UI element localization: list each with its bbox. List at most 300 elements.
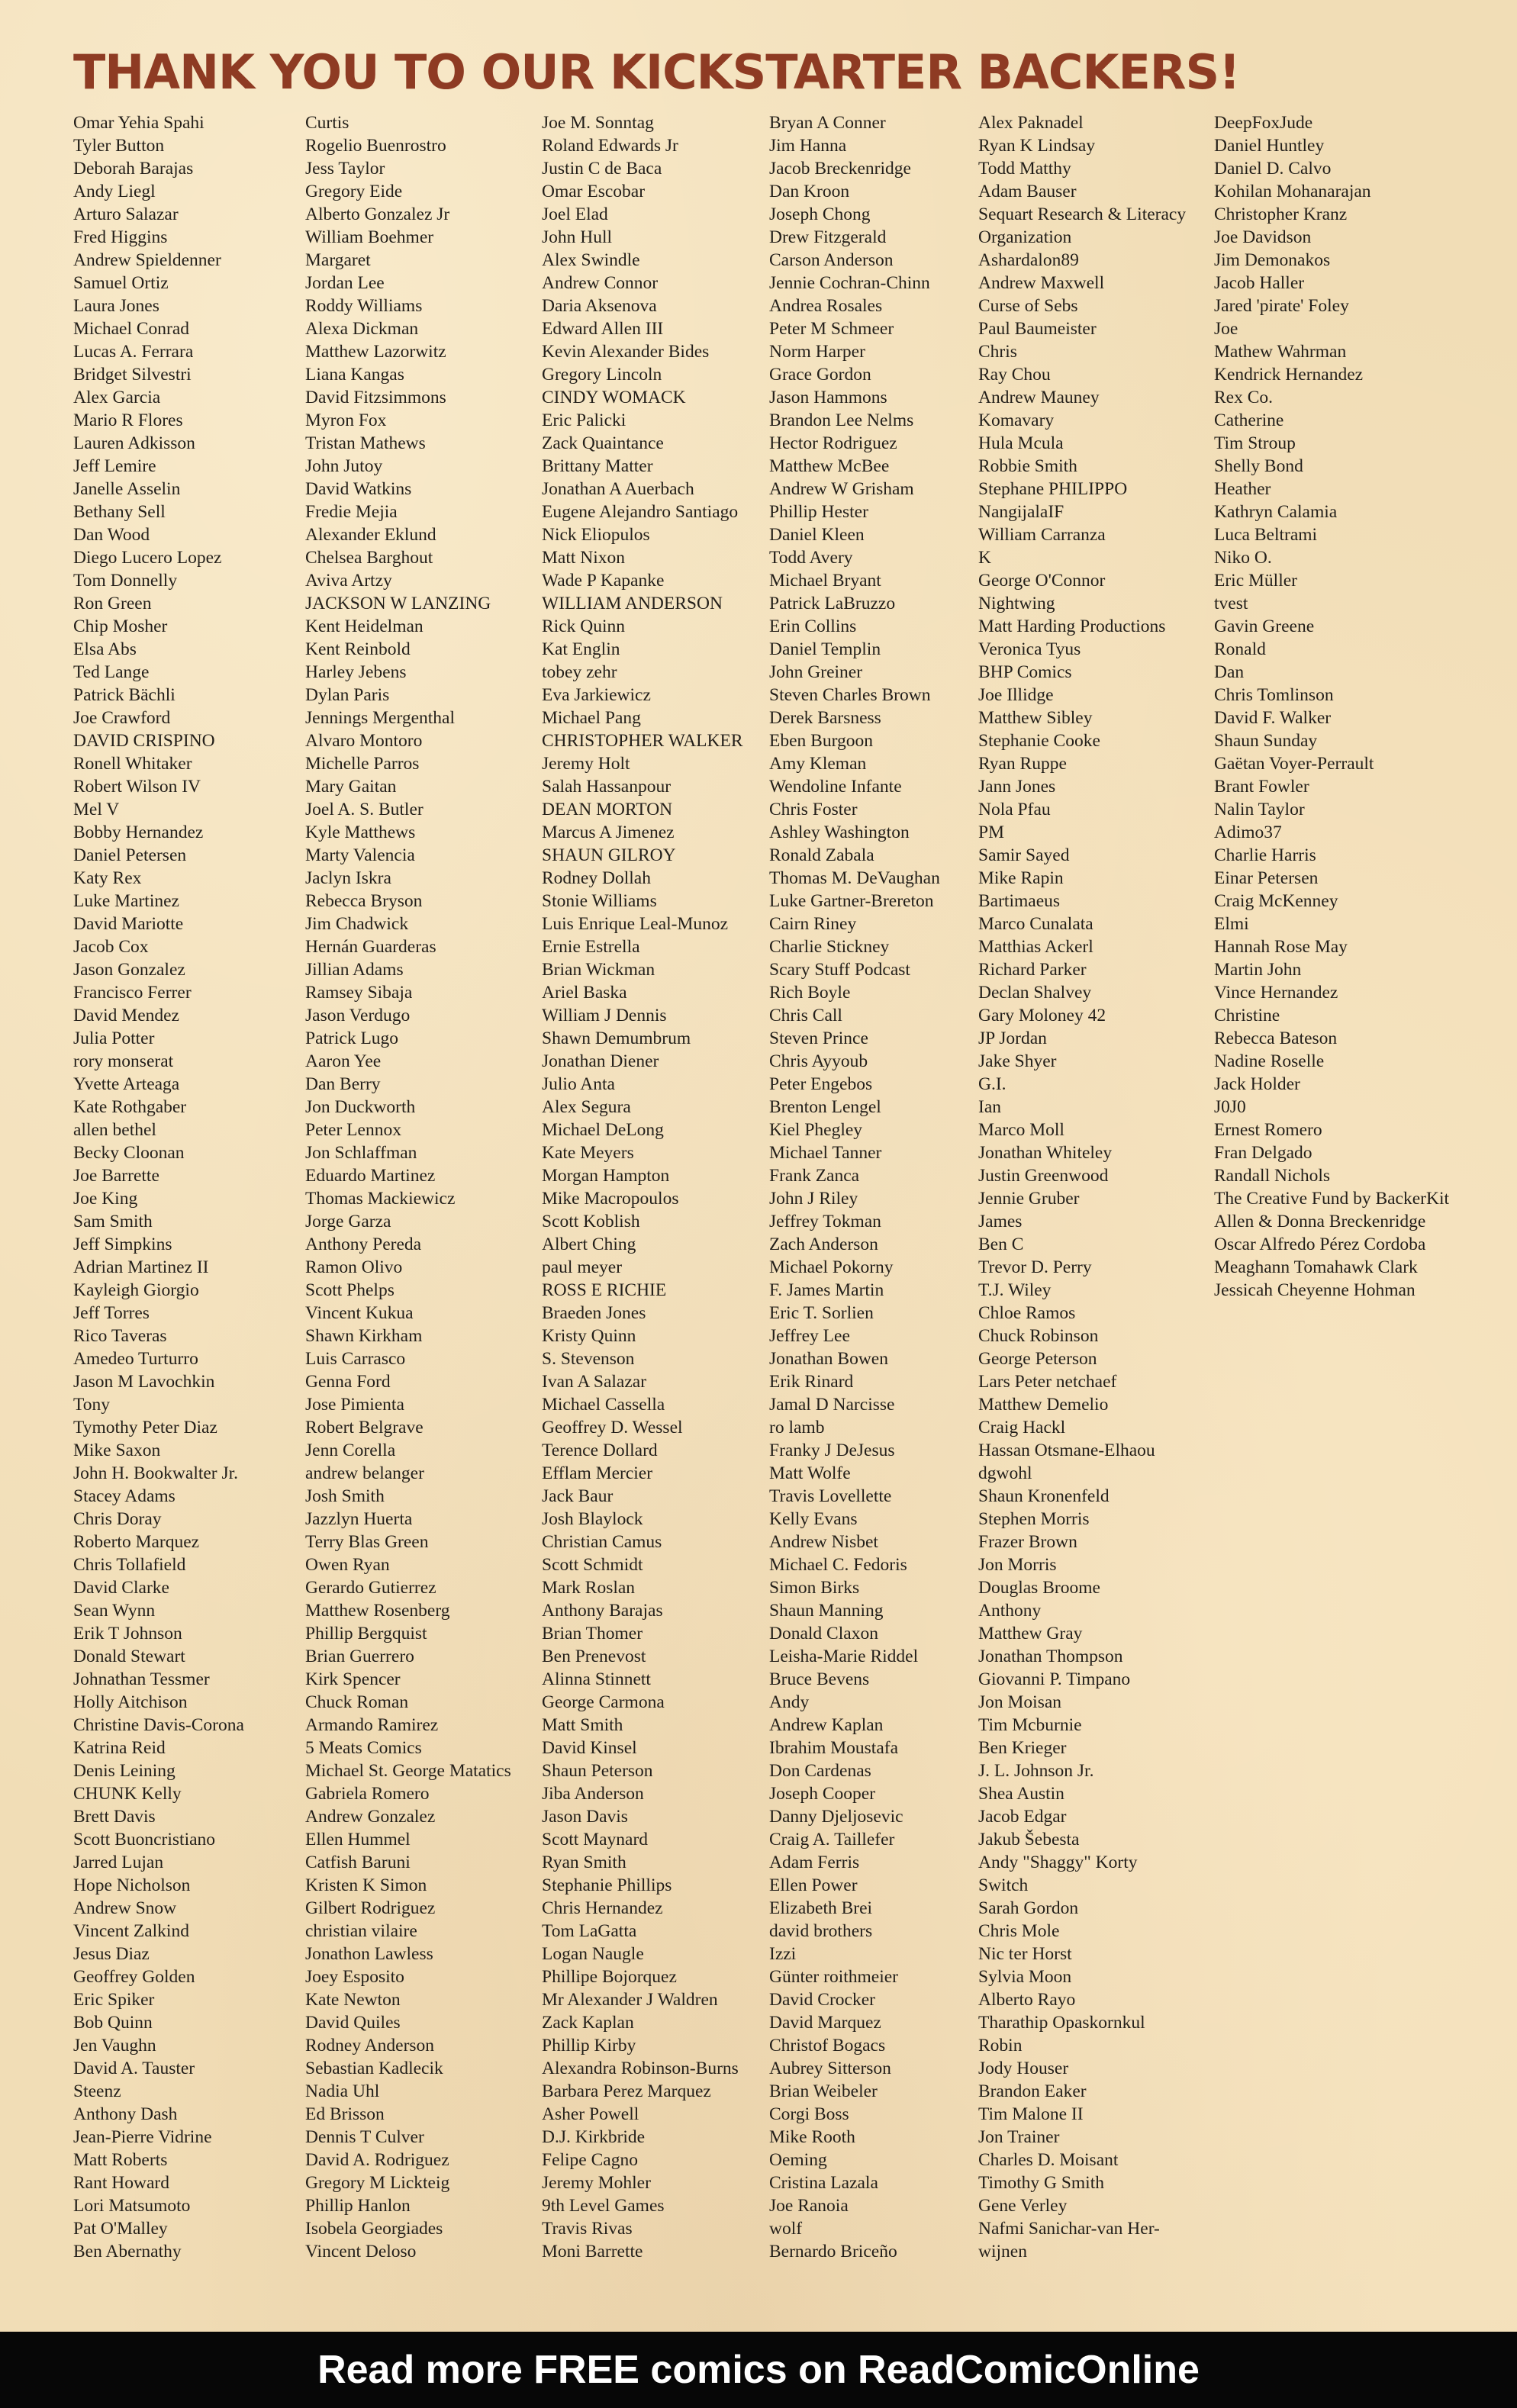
backer-name: Kayleigh Giorgio bbox=[73, 1280, 199, 1300]
backer-name: Denis Leining bbox=[73, 1761, 176, 1781]
backer-name: Rogelio Buenrostro bbox=[305, 136, 446, 156]
backer-name: Geoffrey Golden bbox=[73, 1967, 195, 1987]
backer-name: Jamal D Narcisse bbox=[769, 1395, 895, 1415]
backer-name: Ryan Ruppe bbox=[978, 754, 1067, 774]
backer-name: Rich Boyle bbox=[769, 983, 851, 1003]
backer-name: Chip Mosher bbox=[73, 616, 168, 636]
backer-name: Andy bbox=[769, 1692, 810, 1712]
backer-name: Tim Mcburnie bbox=[978, 1715, 1082, 1735]
backer-name: G.I. bbox=[978, 1074, 1007, 1094]
backer-name: Jennie Gruber bbox=[978, 1189, 1080, 1209]
backer-name: Shaun Manning bbox=[769, 1601, 884, 1621]
backer-name: Michael Conrad bbox=[73, 319, 190, 339]
backer-name: Roland Edwards Jr bbox=[542, 136, 678, 156]
backer-name: Jon Duckworth bbox=[305, 1097, 416, 1117]
backer-name: Mary Gaitan bbox=[305, 777, 397, 797]
backer-name: Phillip Bergquist bbox=[305, 1624, 427, 1643]
backer-name: John J Riley bbox=[769, 1189, 858, 1209]
backer-name: Jonathan Bowen bbox=[769, 1349, 888, 1369]
backer-name: George O'Connor bbox=[978, 571, 1106, 591]
backer-name: The Creative Fund by BackerKit bbox=[1214, 1189, 1450, 1209]
backer-name: Patrick Lugo bbox=[305, 1029, 399, 1048]
backer-name: Jon Morris bbox=[978, 1555, 1057, 1575]
backer-name: Nalin Taylor bbox=[1214, 800, 1305, 819]
backer-name: William J Dennis bbox=[542, 1006, 667, 1025]
backer-name: Rebecca Bryson bbox=[305, 891, 423, 911]
backer-name: Daniel Huntley bbox=[1214, 136, 1325, 156]
backer-name: CINDY WOMACK bbox=[542, 388, 686, 407]
backers-column-2 bbox=[305, 111, 511, 2263]
backer-name: Joe Barrette bbox=[73, 1166, 159, 1186]
backer-name: Leisha-Marie Riddel bbox=[769, 1647, 919, 1666]
backer-name: John Hull bbox=[542, 227, 613, 247]
backer-name: Curtis bbox=[305, 113, 349, 133]
backer-name: Chris bbox=[978, 342, 1017, 362]
backer-name: Luca Beltrami bbox=[1214, 525, 1318, 545]
backer-name: Nadia Uhl bbox=[305, 2081, 380, 2101]
backer-name: Ronald Zabala bbox=[769, 845, 874, 865]
backer-name: Komavary bbox=[978, 410, 1055, 430]
backer-name: Norm Harper bbox=[769, 342, 865, 362]
backer-name: Travis Rivas bbox=[542, 2219, 633, 2239]
backer-name: Salah Hassanpour bbox=[542, 777, 672, 797]
backer-name: Simon Birks bbox=[769, 1578, 860, 1598]
backer-name: Wendoline Infante bbox=[769, 777, 902, 797]
backer-name: Aaron Yee bbox=[305, 1051, 382, 1071]
backer-name: Brian Wickman bbox=[542, 960, 655, 980]
backer-name: Alexa Dickman bbox=[305, 319, 419, 339]
backer-name: Jon Moisan bbox=[978, 1692, 1062, 1712]
backer-name: Sam Smith bbox=[73, 1212, 153, 1231]
backer-name: Jonathan Diener bbox=[542, 1051, 659, 1071]
backer-name: DAVID CRISPINO bbox=[73, 731, 215, 751]
backer-name: George Peterson bbox=[978, 1349, 1097, 1369]
backer-name: Stonie Williams bbox=[542, 891, 657, 911]
backer-name: Allen & Donna Breckenridge bbox=[1214, 1212, 1426, 1231]
backer-name: Kent Reinbold bbox=[305, 639, 411, 659]
backer-name: Don Cardenas bbox=[769, 1761, 871, 1781]
backer-name: Frank Zanca bbox=[769, 1166, 860, 1186]
backer-name: Michael DeLong bbox=[542, 1120, 664, 1140]
backer-name: Jessicah Cheyenne Hohman bbox=[1214, 1280, 1416, 1300]
backer-name: Scary Stuff Podcast bbox=[769, 960, 910, 980]
backer-name: Andrew Connor bbox=[542, 273, 659, 293]
backer-name: Eduardo Martinez bbox=[305, 1166, 436, 1186]
backer-name: Ellen Hummel bbox=[305, 1830, 411, 1849]
backer-name: Jeffrey Tokman bbox=[769, 1212, 881, 1231]
backer-name: David Fitzsimmons bbox=[305, 388, 446, 407]
backer-name: Pat O'Malley bbox=[73, 2219, 168, 2239]
backer-name: Eugene Alejandro Santiago bbox=[542, 502, 739, 522]
backer-name: SHAUN GILROY bbox=[542, 845, 676, 865]
backer-name: Jeffrey Lee bbox=[769, 1326, 850, 1346]
backer-name: Michael St. George Matatics bbox=[305, 1761, 511, 1781]
backer-name: Eric T. Sorlien bbox=[769, 1303, 874, 1323]
backer-name: Daniel Templin bbox=[769, 639, 881, 659]
backer-name: Michael C. Fedoris bbox=[769, 1555, 907, 1575]
backer-name: DEAN MORTON bbox=[542, 800, 673, 819]
backer-name: Jacob Breckenridge bbox=[769, 159, 911, 179]
backer-name: Moni Barrette bbox=[542, 2242, 643, 2262]
backer-name: Eric Palicki bbox=[542, 410, 626, 430]
backer-name: Mike Saxon bbox=[73, 1441, 161, 1460]
backer-name: Andrew Maxwell bbox=[978, 273, 1105, 293]
backer-name: Jonathan Whiteley bbox=[978, 1143, 1113, 1163]
backer-name: Tharathip Opaskornkul bbox=[978, 2013, 1145, 2033]
backers-column-6 bbox=[1214, 111, 1449, 1302]
backer-name: Bruce Bevens bbox=[769, 1669, 870, 1689]
backer-name: Curse of Sebs bbox=[978, 296, 1078, 316]
backer-name: Joe Illidge bbox=[978, 685, 1054, 705]
backer-name: Joe Crawford bbox=[73, 708, 171, 728]
footer-banner-link[interactable] bbox=[0, 2332, 1517, 2408]
backer-name: Dylan Paris bbox=[305, 685, 390, 705]
backer-name: Shawn Demumbrum bbox=[542, 1029, 691, 1048]
backer-name: David Kinsel bbox=[542, 1738, 637, 1758]
backer-name: Nic ter Horst bbox=[978, 1944, 1072, 1964]
backer-name: Gaëtan Voyer-Perrault bbox=[1214, 754, 1374, 774]
backer-name: Alberto Rayo bbox=[978, 1990, 1076, 2010]
backer-name: Anthony Barajas bbox=[542, 1601, 663, 1621]
backer-name: Daria Aksenova bbox=[542, 296, 657, 316]
backer-name: Jody Houser bbox=[978, 2059, 1069, 2078]
backer-name: Julia Potter bbox=[73, 1029, 155, 1048]
backer-name: Terry Blas Green bbox=[305, 1532, 429, 1552]
backer-name: Joseph Cooper bbox=[769, 1784, 876, 1804]
backer-name: Scott Schmidt bbox=[542, 1555, 643, 1575]
backer-name: Chris Mole bbox=[978, 1921, 1060, 1941]
backer-name: Frazer Brown bbox=[978, 1532, 1077, 1552]
backer-name: Andy Liegl bbox=[73, 182, 156, 201]
backer-name: Veronica Tyus bbox=[978, 639, 1081, 659]
backer-name: Janelle Asselin bbox=[73, 479, 181, 499]
backer-name: Justin Greenwood bbox=[978, 1166, 1109, 1186]
backer-name: Kohilan Mohanarajan bbox=[1214, 182, 1371, 201]
backer-name: David Mendez bbox=[73, 1006, 179, 1025]
backer-name: Jeremy Mohler bbox=[542, 2173, 651, 2193]
backer-name: Shaun Kronenfeld bbox=[978, 1486, 1110, 1506]
backer-name: Omar Escobar bbox=[542, 182, 646, 201]
backer-name: Carson Anderson bbox=[769, 250, 894, 270]
backer-name: Catfish Baruni bbox=[305, 1853, 411, 1872]
backer-name: Nadine Roselle bbox=[1214, 1051, 1325, 1071]
backer-name: Ray Chou bbox=[978, 365, 1051, 385]
backer-name: Eric Spiker bbox=[73, 1990, 155, 2010]
backer-name: Joey Esposito bbox=[305, 1967, 404, 1987]
backer-name: rory monserat bbox=[73, 1051, 174, 1071]
backer-name: Jose Pimienta bbox=[305, 1395, 404, 1415]
backer-name: Ernie Estrella bbox=[542, 937, 640, 957]
backer-name: Richard Parker bbox=[978, 960, 1087, 980]
backer-name: Barbara Perez Marquez bbox=[542, 2081, 711, 2101]
backer-name: Jiba Anderson bbox=[542, 1784, 644, 1804]
backer-name: CHRISTOPHER WALKER bbox=[542, 731, 743, 751]
backer-name: Kristen K Simon bbox=[305, 1875, 427, 1895]
backer-name: Matt Nixon bbox=[542, 548, 626, 568]
backer-name: David Quiles bbox=[305, 2013, 401, 2033]
backer-name: Samuel Ortiz bbox=[73, 273, 169, 293]
backer-name: Yvette Arteaga bbox=[73, 1074, 180, 1094]
backer-name: JACKSON W LANZING bbox=[305, 594, 491, 613]
backer-name: Switch bbox=[978, 1875, 1029, 1895]
backer-name: Kathryn Calamia bbox=[1214, 502, 1338, 522]
backer-name: Vincent Kukua bbox=[305, 1303, 414, 1323]
backer-name: Chris Tollafield bbox=[73, 1555, 186, 1575]
backer-name: Aviva Artzy bbox=[305, 571, 392, 591]
backer-name: Matthew McBee bbox=[769, 456, 890, 476]
backer-name: Dan bbox=[1214, 662, 1245, 682]
backer-name: andrew belanger bbox=[305, 1463, 424, 1483]
backer-name: Patrick Bächli bbox=[73, 685, 176, 705]
backer-name: K bbox=[978, 548, 991, 568]
backer-name: Jon Schlaffman bbox=[305, 1143, 417, 1163]
backer-name: Jon Trainer bbox=[978, 2127, 1060, 2147]
backer-name: Morgan Hampton bbox=[542, 1166, 670, 1186]
backers-column-5 bbox=[978, 111, 1186, 2263]
backer-name: Alinna Stinnett bbox=[542, 1669, 651, 1689]
backer-name: Gregory M Lickteig bbox=[305, 2173, 450, 2193]
backer-name: Rex Co. bbox=[1214, 388, 1274, 407]
backers-column-3 bbox=[542, 111, 743, 2263]
backer-name: Eben Burgoon bbox=[769, 731, 873, 751]
backer-name: Zack Kaplan bbox=[542, 2013, 634, 2033]
backer-name: Jann Jones bbox=[978, 777, 1056, 797]
backer-name: Matt Roberts bbox=[73, 2150, 168, 2170]
backer-name: Ramon Olivo bbox=[305, 1257, 403, 1277]
backer-name: Michael Cassella bbox=[542, 1395, 665, 1415]
backer-name: Andrew Mauney bbox=[978, 388, 1100, 407]
backer-name: Paul Baumeister bbox=[978, 319, 1097, 339]
backer-name: Douglas Broome bbox=[978, 1578, 1100, 1598]
backer-name: Christian Camus bbox=[542, 1532, 662, 1552]
backer-name: Alex Garcia bbox=[73, 388, 161, 407]
backer-name: Gabriela Romero bbox=[305, 1784, 430, 1804]
backer-name: Donald Claxon bbox=[769, 1624, 878, 1643]
backer-name: Eric Müller bbox=[1214, 571, 1297, 591]
backer-name: Michael Pokorny bbox=[769, 1257, 894, 1277]
backer-name: Andrew Snow bbox=[73, 1898, 177, 1918]
backer-name: Ben C bbox=[978, 1235, 1024, 1254]
backer-name: Joe M. Sonntag bbox=[542, 113, 654, 133]
backer-name: Rick Quinn bbox=[542, 616, 626, 636]
backer-name: Lauren Adkisson bbox=[73, 433, 195, 453]
backer-name: Erik T Johnson bbox=[73, 1624, 182, 1643]
backer-name: Andrew Gonzalez bbox=[305, 1807, 436, 1827]
backer-name: Jeremy Holt bbox=[542, 754, 630, 774]
backer-name: Alvaro Montoro bbox=[305, 731, 423, 751]
backer-name: James bbox=[978, 1212, 1023, 1231]
backer-name: S. Stevenson bbox=[542, 1349, 635, 1369]
backer-name: Daniel Petersen bbox=[73, 845, 187, 865]
backer-name: Izzi bbox=[769, 1944, 797, 1964]
backer-name: Marco Moll bbox=[978, 1120, 1064, 1140]
backer-name: Jonathan A Auerbach bbox=[542, 479, 694, 499]
backer-name: Hope Nicholson bbox=[73, 1875, 191, 1895]
backer-name: Gene Verley bbox=[978, 2196, 1068, 2216]
backer-name: Jennings Mergenthal bbox=[305, 708, 456, 728]
backer-name: Stephen Morris bbox=[978, 1509, 1090, 1529]
backer-name: Brian Thomer bbox=[542, 1624, 643, 1643]
backer-name: Giovanni P. Timpano bbox=[978, 1669, 1131, 1689]
backer-name: Chloe Ramos bbox=[978, 1303, 1076, 1323]
backer-name: Stacey Adams bbox=[73, 1486, 176, 1506]
backer-name: Tony bbox=[73, 1395, 110, 1415]
backer-name: Kevin Alexander Bides bbox=[542, 342, 710, 362]
backer-name: Alex Paknadel bbox=[978, 113, 1084, 133]
backer-name: Todd Matthy bbox=[978, 159, 1071, 179]
backer-name: Jesus Diaz bbox=[73, 1944, 150, 1964]
backer-name: Matthew Demelio bbox=[978, 1395, 1109, 1415]
backer-name: Jarred Lujan bbox=[73, 1853, 164, 1872]
backer-name: Brian Weibeler bbox=[769, 2081, 878, 2101]
backer-name: Ed Brisson bbox=[305, 2104, 385, 2124]
backer-name: Justin C de Baca bbox=[542, 159, 662, 179]
backer-name: Jason Gonzalez bbox=[73, 960, 185, 980]
backer-name: Ben Abernathy bbox=[73, 2242, 182, 2262]
backer-name: Oeming bbox=[769, 2150, 827, 2170]
backer-name: Luke Gartner-Brereton bbox=[769, 891, 934, 911]
backer-name: PM bbox=[978, 823, 1004, 842]
backer-name: Julio Anta bbox=[542, 1074, 615, 1094]
backer-name: T.J. Wiley bbox=[978, 1280, 1052, 1300]
backer-name: Bobby Hernandez bbox=[73, 823, 204, 842]
backer-name: Chuck Robinson bbox=[978, 1326, 1099, 1346]
backer-name: Bernardo Briceño bbox=[769, 2242, 897, 2262]
backer-name: Thomas Mackiewicz bbox=[305, 1189, 456, 1209]
backer-name: Derek Barsness bbox=[769, 708, 881, 728]
backer-name: Jacob Cox bbox=[73, 937, 149, 957]
backer-name: Cairn Riney bbox=[769, 914, 857, 934]
backer-name: Phillip Kirby bbox=[542, 2036, 636, 2055]
backer-name: Ben Prenevost bbox=[542, 1647, 646, 1666]
backer-name: JP Jordan bbox=[978, 1029, 1047, 1048]
backer-name: Mike Macropoulos bbox=[542, 1189, 679, 1209]
backer-name: Jenn Corella bbox=[305, 1441, 396, 1460]
backer-name: Anthony bbox=[978, 1601, 1042, 1621]
backer-name: Catherine bbox=[1214, 410, 1284, 430]
backer-name: Steenz bbox=[73, 2081, 121, 2101]
backer-name: Joe King bbox=[73, 1189, 138, 1209]
backer-name: Holly Aitchison bbox=[73, 1692, 188, 1712]
backer-name: Felipe Cagno bbox=[542, 2150, 638, 2170]
backer-name: Jakub Šebesta bbox=[978, 1830, 1080, 1849]
backer-name: Jeff Simpkins bbox=[73, 1235, 172, 1254]
backer-name: Jean-Pierre Vidrine bbox=[73, 2127, 212, 2147]
backer-name: Elizabeth Brei bbox=[769, 1898, 873, 1918]
backer-name: Craig McKenney bbox=[1214, 891, 1338, 911]
backer-name: Kyle Matthews bbox=[305, 823, 416, 842]
backer-name: Jacob Edgar bbox=[978, 1807, 1067, 1827]
backer-name: Anthony Dash bbox=[73, 2104, 178, 2124]
backer-name: Kate Rothgaber bbox=[73, 1097, 187, 1117]
backer-name: Tim Stroup bbox=[1214, 433, 1296, 453]
backer-name: Arturo Salazar bbox=[73, 204, 179, 224]
backer-name: Kat Englin bbox=[542, 639, 620, 659]
backer-name: Diego Lucero Lopez bbox=[73, 548, 222, 568]
backer-name: John H. Bookwalter Jr. bbox=[73, 1463, 239, 1483]
backer-name: Hernán Guarderas bbox=[305, 937, 436, 957]
backer-name: Fred Higgins bbox=[73, 227, 168, 247]
backer-name: Mel V bbox=[73, 800, 120, 819]
backer-name: Christof Bogacs bbox=[769, 2036, 886, 2055]
backer-name: Zach Anderson bbox=[769, 1235, 878, 1254]
backer-name: Jake Shyer bbox=[978, 1051, 1057, 1071]
page-title: THANK YOU TO OUR KICKSTARTER BACKERS! bbox=[73, 44, 1240, 100]
backer-name: Craig A. Taillefer bbox=[769, 1830, 895, 1849]
backer-name: Jack Holder bbox=[1214, 1074, 1300, 1094]
backer-name: Jason Verdugo bbox=[305, 1006, 411, 1025]
backer-name: William Boehmer bbox=[305, 227, 434, 247]
backer-name: David Marquez bbox=[769, 2013, 881, 2033]
backer-name: Geoffrey D. Wessel bbox=[542, 1418, 683, 1437]
backer-name: Mr Alexander J Waldren bbox=[542, 1990, 718, 2010]
backer-name: Sequart Research & Literacy bbox=[978, 204, 1187, 224]
backer-name: Adimo37 bbox=[1214, 823, 1282, 842]
backer-name: WILLIAM ANDERSON bbox=[542, 594, 723, 613]
backer-name: Erin Collins bbox=[769, 616, 857, 636]
backer-name: Brian Guerrero bbox=[305, 1647, 414, 1666]
backer-name: Brant Fowler bbox=[1214, 777, 1309, 797]
backer-name: Andrew Nisbet bbox=[769, 1532, 878, 1552]
backer-name: Ryan K Lindsay bbox=[978, 136, 1096, 156]
backer-name: Travis Lovellette bbox=[769, 1486, 892, 1506]
backer-name: David Crocker bbox=[769, 1990, 875, 2010]
backer-name: Charlie Harris bbox=[1214, 845, 1316, 865]
backer-name: Shaun Peterson bbox=[542, 1761, 653, 1781]
backer-name: Eva Jarkiewicz bbox=[542, 685, 651, 705]
backer-name: Scott Koblish bbox=[542, 1212, 640, 1231]
backer-name: Jared 'pirate' Foley bbox=[1214, 296, 1349, 316]
backer-name: Gerardo Gutierrez bbox=[305, 1578, 436, 1598]
backer-name: Michael Bryant bbox=[769, 571, 881, 591]
backers-column-1 bbox=[73, 111, 244, 2263]
backer-name: Steven Charles Brown bbox=[769, 685, 931, 705]
backer-name: Grace Gordon bbox=[769, 365, 871, 385]
backer-name: Gilbert Rodriguez bbox=[305, 1898, 436, 1918]
backer-name: Albert Ching bbox=[542, 1235, 636, 1254]
backer-name: Marco Cunalata bbox=[978, 914, 1093, 934]
backer-name: Charles D. Moisant bbox=[978, 2150, 1119, 2170]
backer-name: Laura Jones bbox=[73, 296, 159, 316]
backer-name: Chris Doray bbox=[73, 1509, 162, 1529]
backer-name: Kirk Spencer bbox=[305, 1669, 401, 1689]
backer-name: Elsa Abs bbox=[73, 639, 137, 659]
backer-name: Charlie Stickney bbox=[769, 937, 890, 957]
backer-name: Shaun Sunday bbox=[1214, 731, 1318, 751]
backer-name: Lars Peter netchaef bbox=[978, 1372, 1117, 1392]
backer-name: Craig Hackl bbox=[978, 1418, 1066, 1437]
backer-name: Jorge Garza bbox=[305, 1212, 391, 1231]
backer-name: Margaret bbox=[305, 250, 371, 270]
backer-name: Matthias Ackerl bbox=[978, 937, 1093, 957]
backer-name: Jillian Adams bbox=[305, 960, 404, 980]
backer-name: Luis Carrasco bbox=[305, 1349, 406, 1369]
backer-name: Becky Cloonan bbox=[73, 1143, 185, 1163]
backer-name: Rodney Dollah bbox=[542, 868, 651, 888]
backer-name: Anthony Pereda bbox=[305, 1235, 422, 1254]
backer-name: F. James Martin bbox=[769, 1280, 884, 1300]
backer-name: Ibrahim Moustafa bbox=[769, 1738, 899, 1758]
backer-name: Robbie Smith bbox=[978, 456, 1077, 476]
backer-name: Johnathan Tessmer bbox=[73, 1669, 210, 1689]
backer-name: Mike Rapin bbox=[978, 868, 1064, 888]
backer-name: Jason Hammons bbox=[769, 388, 887, 407]
backer-name: Amedeo Turturro bbox=[73, 1349, 198, 1369]
backer-name: Roberto Marquez bbox=[73, 1532, 200, 1552]
backer-name: ro lamb bbox=[769, 1418, 825, 1437]
backer-name: Michael Pang bbox=[542, 708, 641, 728]
backer-name: Wade P Kapanke bbox=[542, 571, 665, 591]
